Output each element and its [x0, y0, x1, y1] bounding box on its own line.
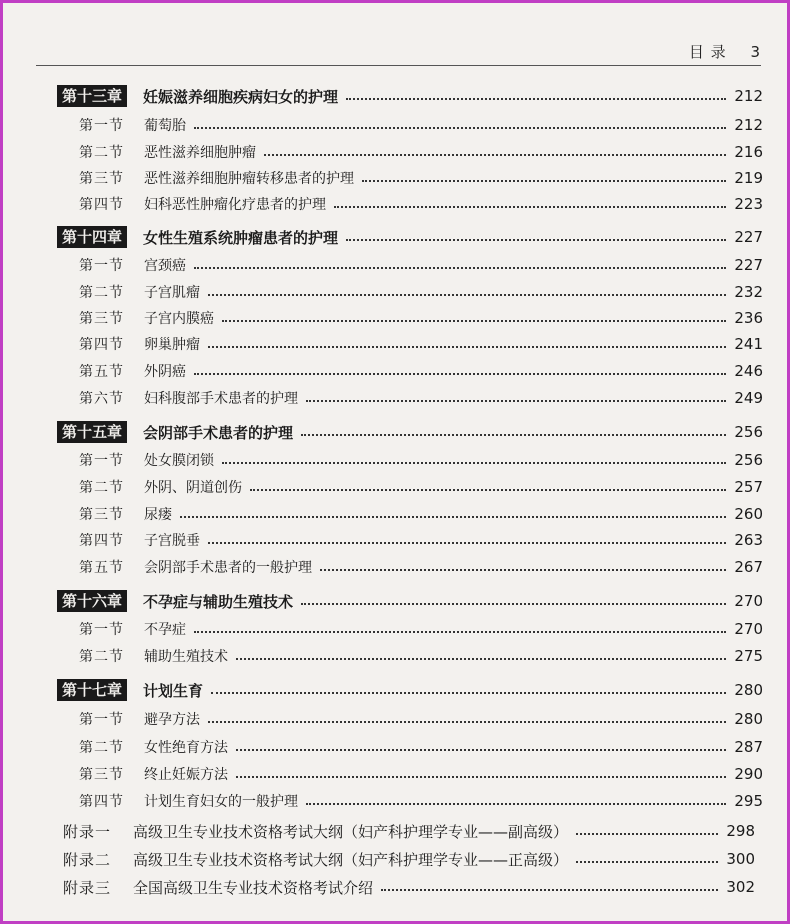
section-title: 外阴、阴道创伤: [144, 480, 242, 496]
running-header-title: [689, 41, 761, 62]
section-title: 外阴癌: [144, 364, 186, 380]
dot-leader: [236, 658, 726, 660]
page-number: 249: [734, 389, 763, 407]
section-title: 妇科腹部手术患者的护理: [144, 391, 298, 407]
page-number: 232: [734, 283, 763, 301]
appendix-title: 高级卫生专业技术资格考试大纲（妇产科护理学专业——副高级）: [133, 822, 569, 841]
chapter-title: 妊娠滋养细胞疾病妇女的护理: [143, 87, 339, 106]
section-label: 第六节: [79, 391, 124, 407]
page-number: 256: [734, 451, 763, 469]
section-label: 第二节: [79, 480, 124, 496]
chapter-title: 计划生育: [143, 681, 204, 700]
dot-leader: [208, 721, 726, 723]
section-title: 女性绝育方法: [144, 740, 228, 756]
section-title: 子宫内膜癌: [144, 311, 214, 327]
section-title: 卵巢肿瘤: [144, 337, 200, 353]
page-number: 280: [734, 710, 763, 728]
page-number: 290: [734, 765, 763, 783]
appendix-label: 附录三: [63, 878, 112, 897]
toc-section-row: [3, 447, 787, 473]
toc-appendix-row: [3, 874, 787, 900]
dot-leader: [222, 320, 726, 322]
section-label: 第三节: [79, 311, 124, 327]
toc-section-row: [3, 191, 787, 217]
page-number: 263: [734, 531, 763, 549]
dot-leader: [236, 749, 726, 751]
section-label: 第一节: [79, 258, 124, 274]
dot-leader: [211, 692, 726, 694]
dot-leader: [208, 542, 726, 544]
page-number: 260: [734, 505, 763, 523]
toc-section-row: [3, 788, 787, 814]
dot-leader: [301, 434, 726, 436]
toc-section-row: [3, 734, 787, 760]
toc-section-row: [3, 706, 787, 732]
toc-section-row: [3, 385, 787, 411]
appendix-title: 全国高级卫生专业技术资格考试介绍: [133, 878, 374, 897]
chapter-title: 女性生殖系统肿瘤患者的护理: [143, 228, 339, 247]
page-number: 236: [734, 309, 763, 327]
page-number: 280: [734, 681, 763, 699]
dot-leader: [362, 180, 726, 182]
toc-chapter-row: [3, 677, 787, 703]
header-title: 目 录: [688, 43, 727, 61]
page-number: 275: [734, 647, 763, 665]
section-title: 避孕方法: [144, 712, 200, 728]
dot-leader: [576, 861, 718, 863]
dot-leader: [208, 294, 726, 296]
section-label: 第二节: [79, 145, 124, 161]
page-number: 270: [734, 592, 763, 610]
section-label: 第二节: [79, 649, 124, 665]
toc-section-row: [3, 761, 787, 787]
header-page-number: 3: [750, 43, 761, 61]
toc-section-row: [3, 358, 787, 384]
section-title: 辅助生殖技术: [144, 649, 228, 665]
section-title: 终止妊娠方法: [144, 767, 228, 783]
toc-section-row: [3, 616, 787, 642]
section-label: 第四节: [79, 197, 124, 213]
dot-leader: [346, 239, 726, 241]
toc-section-row: [3, 305, 787, 331]
dot-leader: [250, 489, 726, 491]
dot-leader: [180, 516, 726, 518]
toc-section-row: [3, 165, 787, 191]
dot-leader: [194, 267, 726, 269]
section-title: 计划生育妇女的一般护理: [144, 794, 298, 810]
section-label: 第二节: [79, 285, 124, 301]
section-label: 第一节: [79, 622, 124, 638]
section-title: 葡萄胎: [144, 118, 186, 134]
section-label: 第一节: [79, 712, 124, 728]
toc-section-row: [3, 331, 787, 357]
page-number: 287: [734, 738, 763, 756]
page-number: 256: [734, 423, 763, 441]
section-title: 妇科恶性肿瘤化疗患者的护理: [144, 197, 326, 213]
appendix-label: 附录二: [63, 850, 112, 869]
section-title: 子宫脱垂: [144, 533, 200, 549]
section-label: 第一节: [79, 118, 124, 134]
dot-leader: [306, 803, 726, 805]
toc-section-row: [3, 643, 787, 669]
section-label: 第二节: [79, 740, 124, 756]
chapter-label: 第十四章: [57, 226, 127, 248]
dot-leader: [222, 462, 726, 464]
dot-leader: [576, 833, 718, 835]
toc-appendix-row: [3, 818, 787, 844]
section-title: 宫颈癌: [144, 258, 186, 274]
section-title: 恶性滋养细胞肿瘤转移患者的护理: [144, 171, 354, 187]
section-title: 尿瘘: [144, 507, 172, 523]
toc-section-row: [3, 139, 787, 165]
section-label: 第五节: [79, 560, 124, 576]
dot-leader: [208, 346, 726, 348]
toc-chapter-row: [3, 83, 787, 109]
dot-leader: [334, 206, 726, 208]
running-header: [36, 41, 761, 66]
dot-leader: [194, 373, 726, 375]
page-number: 227: [734, 228, 763, 246]
book-page: [3, 3, 787, 921]
page-number: 223: [734, 195, 763, 213]
section-title: 不孕症: [144, 622, 186, 638]
page-number: 241: [734, 335, 763, 353]
section-title: 恶性滋养细胞肿瘤: [144, 145, 256, 161]
page-number: 212: [734, 87, 763, 105]
toc-chapter-row: [3, 588, 787, 614]
dot-leader: [381, 889, 718, 891]
chapter-label: 第十六章: [57, 590, 127, 612]
chapter-title: 不孕症与辅助生殖技术: [143, 592, 294, 611]
section-title: 会阴部手术患者的一般护理: [144, 560, 312, 576]
toc-section-row: [3, 474, 787, 500]
dot-leader: [346, 98, 726, 100]
section-label: 第四节: [79, 337, 124, 353]
chapter-label: 第十五章: [57, 421, 127, 443]
dot-leader: [320, 569, 726, 571]
page-number: 267: [734, 558, 763, 576]
page-number: 227: [734, 256, 763, 274]
section-title: 子宫肌瘤: [144, 285, 200, 301]
page-number: 219: [734, 169, 763, 187]
chapter-label: 第十三章: [57, 85, 127, 107]
page-number: 298: [726, 822, 755, 840]
dot-leader: [306, 400, 726, 402]
dot-leader: [264, 154, 726, 156]
section-label: 第三节: [79, 507, 124, 523]
page-number: 302: [726, 878, 755, 896]
page-number: 270: [734, 620, 763, 638]
page-number: 246: [734, 362, 763, 380]
page-number: 212: [734, 116, 763, 134]
dot-leader: [194, 127, 726, 129]
page-number: 295: [734, 792, 763, 810]
dot-leader: [236, 776, 726, 778]
section-label: 第三节: [79, 171, 124, 187]
section-label: 第一节: [79, 453, 124, 469]
appendix-title: 高级卫生专业技术资格考试大纲（妇产科护理学专业——正高级）: [133, 850, 569, 869]
toc-chapter-row: [3, 224, 787, 250]
section-label: 第四节: [79, 533, 124, 549]
toc-section-row: [3, 501, 787, 527]
toc-section-row: [3, 279, 787, 305]
toc-chapter-row: [3, 419, 787, 445]
toc-section-row: [3, 527, 787, 553]
page-number: 216: [734, 143, 763, 161]
toc-section-row: [3, 554, 787, 580]
section-label: 第四节: [79, 794, 124, 810]
page-number: 300: [726, 850, 755, 868]
chapter-label: 第十七章: [57, 679, 127, 701]
section-title: 处女膜闭锁: [144, 453, 214, 469]
section-label: 第三节: [79, 767, 124, 783]
dot-leader: [194, 631, 726, 633]
toc-section-row: [3, 252, 787, 278]
dot-leader: [301, 603, 726, 605]
section-label: 第五节: [79, 364, 124, 380]
page-number: 257: [734, 478, 763, 496]
appendix-label: 附录一: [63, 822, 112, 841]
toc-section-row: [3, 112, 787, 138]
toc-appendix-row: [3, 846, 787, 872]
chapter-title: 会阴部手术患者的护理: [143, 423, 294, 442]
